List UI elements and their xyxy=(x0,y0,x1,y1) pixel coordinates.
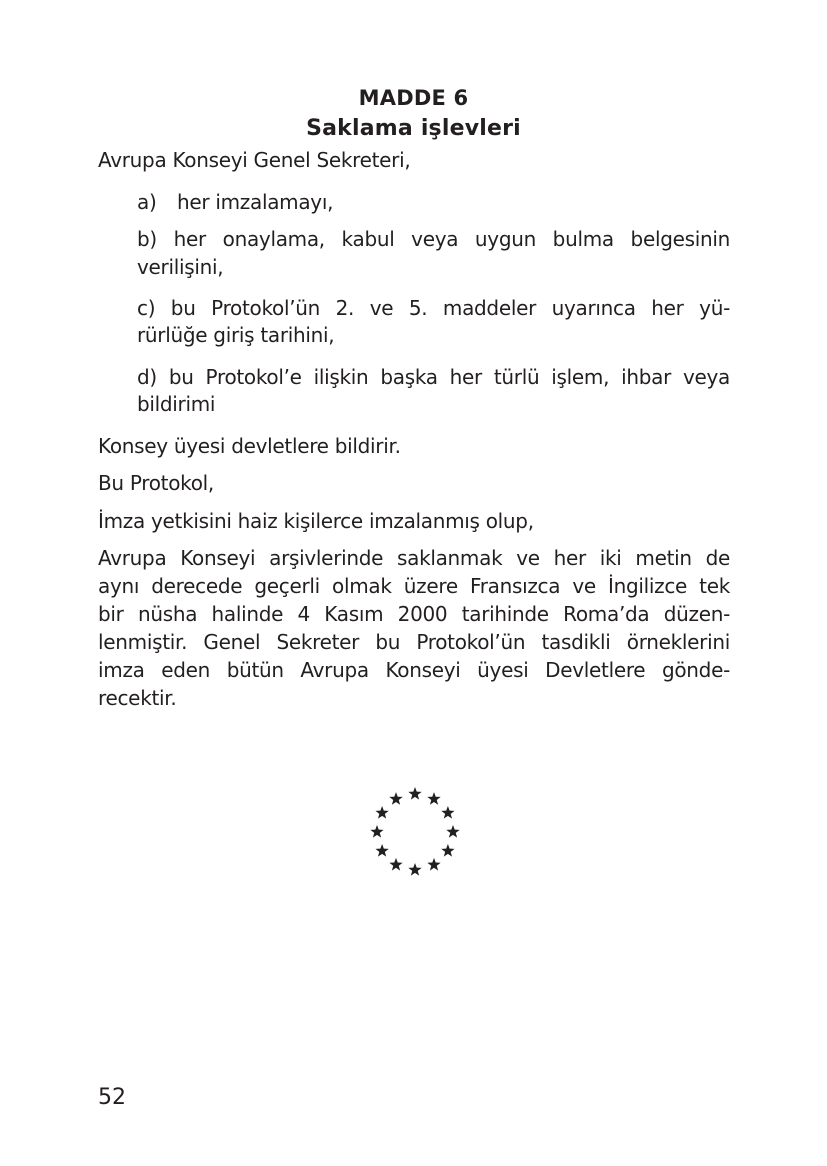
star-icon xyxy=(375,844,388,857)
witness-text: Bu Protokol, xyxy=(98,471,214,495)
star-icon xyxy=(389,858,402,871)
final-paragraph-line-4: lenmiştir. Genel Sekreter bu Protokol’ün tasdikli örneklerini xyxy=(98,630,730,654)
item-label: a) xyxy=(137,190,157,214)
list-item-b-cont: verilişini, xyxy=(137,255,224,279)
final-paragraph-line-5: imza eden bütün Avrupa Konseyi üyesi Devletlere gönde- xyxy=(98,658,730,682)
star-icon xyxy=(408,787,421,800)
intro-text: Avrupa Konseyi Genel Sekreteri, xyxy=(98,148,411,172)
item-label: c) xyxy=(137,296,156,320)
final-paragraph-line-6: recektir. xyxy=(98,686,177,710)
star-icon xyxy=(370,825,383,838)
article-number xyxy=(0,84,827,112)
star-icon xyxy=(441,844,454,857)
list-item-b xyxy=(137,226,730,252)
star-icon xyxy=(427,858,440,871)
signed-text: İmza yetkisini haiz kişilerce imzalanmış olup, xyxy=(98,509,534,533)
final-paragraph-line-1: Avrupa Konseyi arşivlerinde saklanmak ve her iki metin de xyxy=(98,546,730,570)
list-item-c xyxy=(137,295,730,321)
star-icon xyxy=(389,792,402,805)
star-icon xyxy=(375,806,388,819)
star-icon xyxy=(408,863,421,876)
item-text: her onaylama, kabul veya uygun bulma belgesinin xyxy=(173,227,730,251)
item-label: d) xyxy=(137,365,157,389)
star-icon xyxy=(446,825,459,838)
article-title: Saklama işlevleri xyxy=(306,116,521,141)
item-text: her imzalamayı, xyxy=(177,190,334,214)
article-number-text: MADDE 6 xyxy=(358,86,469,110)
final-paragraph-line-3: bir nüsha halinde 4 Kasım 2000 tarihinde Roma’da düzen- xyxy=(98,602,730,626)
page-number: 52 xyxy=(98,1085,126,1110)
closing-text: Konsey üyesi devletlere bildirir. xyxy=(98,434,401,458)
list-item-d-cont: bildirimi xyxy=(137,392,216,416)
list-item-c-cont: rürlüğe giriş tarihini, xyxy=(137,323,335,347)
item-text: bu Protokol’ün 2. ve 5. maddeler uyarınca her yü- xyxy=(170,296,730,320)
list-item-d xyxy=(137,364,730,390)
list-item-a xyxy=(137,189,730,215)
eu-stars-emblem-icon xyxy=(360,782,470,882)
item-label: b) xyxy=(137,227,157,251)
item-text: bu Protokol’e ilişkin başka her türlü işlem, ihbar veya xyxy=(168,365,730,389)
final-paragraph-line-2: aynı derecede geçerli olmak üzere Fransızca ve İngilizce tek xyxy=(98,574,730,598)
star-icon xyxy=(427,792,440,805)
star-icon xyxy=(441,806,454,819)
